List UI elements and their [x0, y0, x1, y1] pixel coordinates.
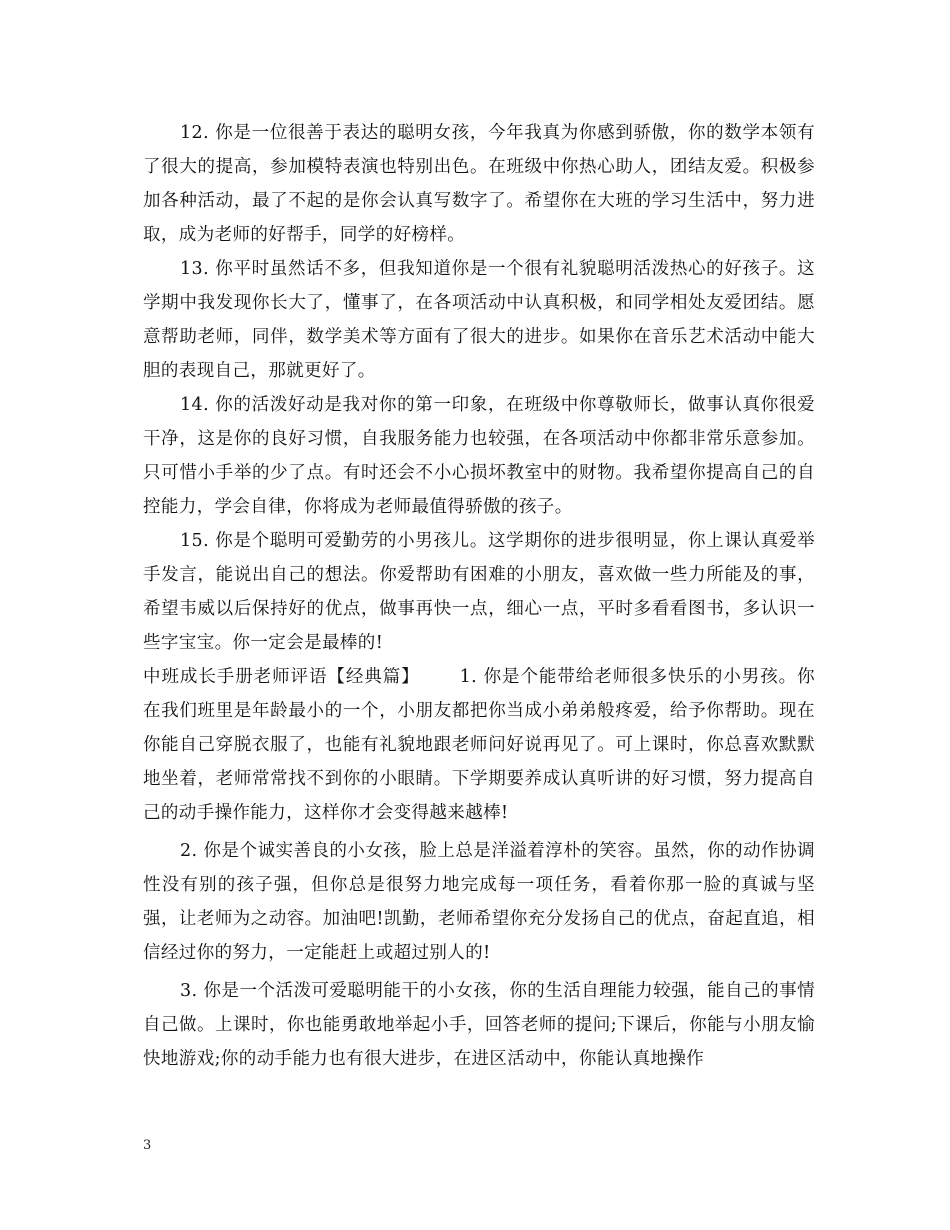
section-paragraph-2: 2. 你是个诚实善良的小女孩，脸上总是洋溢着淳朴的笑容。虽然，你的动作协调性没有别的孩子强，但你总是很努力地完成每一项任务，看着你那一脸的真诚与坚强，让老师为之动容。加油吧!凯勤，老师希望你充分发扬自己的优点，奋起直追，相信经过你的努力，一定能赶上或超过别人的! — [143, 841, 815, 963]
paragraph-14: 14. 你的活泼好动是我对你的第一印象，在班级中你尊敬师长，做事认真你很爱干净，这是你的良好习惯，自我服务能力也较强，在各项活动中你都非常乐意参加。只可惜小手举的少了点。有时还会不小心损坏教室中的财物。我希望你提高自己的自控能力，学会自律，你将成为老师最值得骄傲的孩子。 — [143, 395, 815, 517]
page-number: 3 — [143, 1138, 152, 1153]
section-paragraph-3: 3. 你是一个活泼可爱聪明能干的小女孩，你的生活自理能力较强，能自己的事情自己做。上课时，你也能勇敢地举起小手，回答老师的提问;下课后，你能与小朋友愉快地游戏;你的动手能力也有很大进步，在进区活动中，你能认真地操作 — [143, 981, 815, 1069]
paragraph-15: 15. 你是个聪明可爱勤劳的小男孩儿。这学期你的进步很明显，你上课认真爱举手发言，能说出自己的想法。你爱帮助有困难的小朋友，喜欢做一些力所能及的事，希望韦威以后保持好的优点，做事再快一点，细心一点，平时多看看图书，多认识一些字宝宝。你一定会是最棒的! — [143, 531, 815, 653]
section-paragraph-1 — [143, 660, 815, 830]
paragraph-12: 12. 你是一位很善于表达的聪明女孩，今年我真为你感到骄傲，你的数学本领有了很大的提高，参加模特表演也特别出色。在班级中你热心助人，团结友爱。积极参加各种活动，最了不起的是你会认真写数字了。希望你在大班的学习生活中，努力进取，成为老师的好帮手，同学的好榜样。 — [143, 123, 815, 245]
document-body — [143, 116, 815, 1076]
paragraph-13: 13. 你平时虽然话不多，但我知道你是一个很有礼貌聪明活泼热心的好孩子。这学期中我发现你长大了，懂事了，在各项活动中认真积极，和同学相处友爱团结。愿意帮助老师，同伴，数学美术等方面有了很大的进步。如果你在音乐艺术活动中能大胆的表现自己，那就更好了。 — [143, 259, 815, 381]
section-item-1: 1. 你是个能带给老师很多快乐的小男孩。你在我们班里是年龄最小的一个，小朋友都把你当成小弟弟般疼爱，给予你帮助。现在你能自己穿脱衣服了，也能有礼貌地跟老师问好说再见了。可上课时，你总喜欢默默地坐着，老师常常找不到你的小眼睛。下学期要养成认真听讲的好习惯，努力提高自己的动手操作能力，这样你才会变得越来越棒! — [143, 667, 815, 823]
section-title: 中班成长手册老师评语【经典篇】 — [143, 667, 420, 687]
